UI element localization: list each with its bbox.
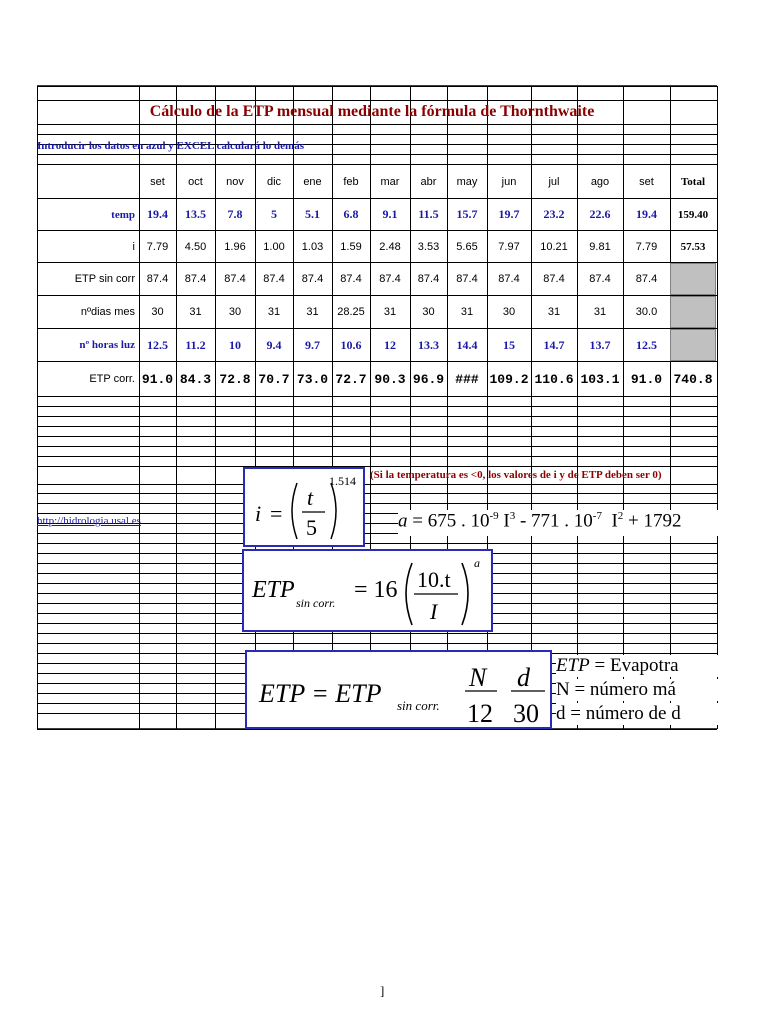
formula-etp-eq: = 16 xyxy=(354,577,398,603)
temp-cell[interactable]: 22.6 xyxy=(589,207,611,221)
etp-corr-cell: 110.6 xyxy=(534,371,574,387)
formula-etp-exp: a xyxy=(474,556,480,570)
i-cell: 2.48 xyxy=(379,240,401,253)
i-cell: 3.53 xyxy=(417,240,440,253)
dias-cell: 31 xyxy=(383,306,397,318)
formula-etp-num: 10.t xyxy=(417,567,451,592)
row-label-dias: nºdias mes xyxy=(80,306,135,318)
etp-sin-corr-cell: 87.4 xyxy=(146,273,169,285)
month-header: may xyxy=(456,175,478,188)
formula-etp-den: I xyxy=(430,599,438,624)
etp-sin-corr-cell: 87.4 xyxy=(263,273,285,285)
dias-cell: 30 xyxy=(228,306,242,318)
etp-corr-cell: 70.7 xyxy=(258,371,290,387)
formula-i-num: t xyxy=(307,485,314,510)
legend-n: N = número má xyxy=(556,679,718,701)
month-header: mar xyxy=(380,175,400,188)
horas-cell[interactable]: 15 xyxy=(503,337,515,352)
month-header: jul xyxy=(548,175,560,188)
horas-cell[interactable]: 14.7 xyxy=(543,337,565,352)
hidrologia-link[interactable]: http://hidrologia.usal.es xyxy=(37,515,141,527)
month-header: dic xyxy=(266,175,282,188)
formula-etp3-den2: 30 xyxy=(513,699,539,728)
etp-corr-cell: 91.0 xyxy=(141,371,174,387)
temp-cell[interactable]: 23.2 xyxy=(543,207,565,221)
etp-sin-corr-cell: 87.4 xyxy=(417,273,440,285)
total-temp: 159.40 xyxy=(677,208,709,221)
total-header: Total xyxy=(680,175,706,188)
etp-sin-corr-cell: 87.4 xyxy=(340,273,362,285)
formula-etp3-den1: 12 xyxy=(467,699,493,728)
i-cell: 1.00 xyxy=(263,240,285,253)
month-header: ene xyxy=(303,175,322,188)
temp-cell[interactable]: 13.5 xyxy=(185,207,206,221)
etp-corr-cell: 91.0 xyxy=(630,371,663,387)
horas-cell[interactable]: 13.7 xyxy=(589,337,611,352)
dias-cell: 31 xyxy=(460,306,474,318)
month-header: nov xyxy=(226,175,244,188)
formula-i-den: 5 xyxy=(306,515,317,540)
etp-corr-cell: 84.3 xyxy=(179,371,212,387)
temp-cell[interactable]: 19.7 xyxy=(498,207,520,221)
formula-etp3-sub: sin corr. xyxy=(397,698,440,713)
i-cell: 5.65 xyxy=(456,240,478,253)
etp-sin-corr-cell: 87.4 xyxy=(498,273,520,285)
etp-sin-corr-cell: 87.4 xyxy=(543,273,565,285)
dias-cell: 31 xyxy=(267,306,281,318)
i-cell: 7.79 xyxy=(146,240,169,253)
etp-corr-cell: 73.0 xyxy=(296,371,329,387)
i-cell: 7.79 xyxy=(635,240,658,253)
formula-etp-box xyxy=(245,650,552,729)
formula-i-lhs: i xyxy=(255,501,262,526)
temp-cell[interactable]: 15.7 xyxy=(456,207,478,221)
etp-corr-cell: 109.2 xyxy=(489,371,529,387)
formula-etp-lhs: ETP xyxy=(252,577,295,603)
instructions-text: Introducir los datos en azul y EXCEL calculará lo demás xyxy=(37,140,304,152)
i-cell: 7.97 xyxy=(498,240,520,253)
horas-cell[interactable]: 13.3 xyxy=(418,337,439,352)
etp-corr-cell: 72.8 xyxy=(219,371,251,387)
dias-cell: 28.25 xyxy=(337,306,365,318)
horas-cell[interactable]: 14.4 xyxy=(456,337,478,352)
etp-sin-corr-cell: 87.4 xyxy=(379,273,401,285)
formula-etp3-num1: N xyxy=(469,663,487,692)
horas-cell[interactable]: 12.5 xyxy=(147,337,168,352)
i-cell: 10.21 xyxy=(540,240,568,253)
horas-cell[interactable]: 9.4 xyxy=(266,337,282,352)
etp-corr-cell: 96.9 xyxy=(412,371,445,387)
i-cell: 9.81 xyxy=(589,240,611,253)
i-cell: 1.96 xyxy=(224,240,246,253)
total-etp-sin-corr-empty xyxy=(670,263,716,295)
etp-sin-corr-cell: 87.4 xyxy=(301,273,324,285)
dias-cell: 30.0 xyxy=(635,306,658,318)
month-header: oct xyxy=(188,175,203,188)
temperature-note: (Si la temperatura es <0, los valores de i y de ETP deben ser 0) xyxy=(370,469,662,481)
total-i: 57.53 xyxy=(680,240,706,253)
formula-a: a = 675 . $10^{-9}$ $I^3 - 771$ . $10^{-7}$ $I^2 + 1792$ xyxy=(398,510,718,536)
month-header: abr xyxy=(420,175,437,188)
horas-cell[interactable]: 12 xyxy=(384,337,396,352)
row-label-etp-corr: ETP corr. xyxy=(89,373,135,385)
dias-cell: 31 xyxy=(306,306,319,318)
i-cell: 4.50 xyxy=(184,240,207,253)
formula-i-exp: 1.514 xyxy=(329,474,356,488)
temp-cell[interactable]: 11.5 xyxy=(418,207,439,221)
page-number: ] xyxy=(380,983,385,998)
etp-corr-cell: ### xyxy=(455,371,479,387)
total-etp-corr: 740.8 xyxy=(673,371,713,387)
temp-cell[interactable]: 5 xyxy=(271,207,277,221)
row-label-i: i xyxy=(132,240,135,253)
month-header: jun xyxy=(501,175,517,188)
formula-etp3-lhs: ETP = ETP xyxy=(259,679,382,708)
formula-etp3-num2: d xyxy=(517,663,530,692)
dias-cell: 31 xyxy=(189,306,202,318)
dias-cell: 31 xyxy=(593,306,607,318)
temp-cell[interactable]: 9.1 xyxy=(382,207,398,221)
i-cell: 1.03 xyxy=(301,240,324,253)
temp-cell[interactable]: 5.1 xyxy=(305,207,320,221)
etp-sin-corr-cell: 87.4 xyxy=(224,273,246,285)
dias-cell: 30 xyxy=(502,306,516,318)
row-label-temp: temp xyxy=(111,208,135,221)
formula-i-box xyxy=(243,467,365,547)
formula-etp-sub: sin corr. xyxy=(296,596,336,610)
etp-corr-cell: 90.3 xyxy=(374,371,406,387)
i-cell: 1.59 xyxy=(340,240,362,253)
horas-cell[interactable]: 10.6 xyxy=(340,337,362,352)
legend-etp: ETP = Evapotra xyxy=(556,655,718,677)
month-header: set xyxy=(150,175,165,188)
dias-cell: 31 xyxy=(547,306,561,318)
etp-sin-corr-cell: 87.4 xyxy=(184,273,207,285)
total-horas-empty xyxy=(670,329,716,361)
etp-corr-cell: 72.7 xyxy=(335,371,367,387)
temp-cell[interactable]: 19.4 xyxy=(147,207,168,221)
sheet-title: Cálculo de la ETP mensual mediante la fórmula de Thornthwaite xyxy=(149,103,595,120)
temp-cell[interactable]: 7.8 xyxy=(227,207,243,221)
etp-sin-corr-cell: 87.4 xyxy=(456,273,478,285)
month-header: set xyxy=(639,175,654,188)
horas-cell[interactable]: 12.5 xyxy=(636,337,657,352)
formula-etp-sin-corr-box xyxy=(242,549,493,632)
etp-corr-cell: 103.1 xyxy=(580,371,620,387)
legend-d: d = número de d xyxy=(556,703,718,725)
month-header: feb xyxy=(343,175,359,188)
horas-cell[interactable]: 11.2 xyxy=(185,337,206,352)
horas-cell[interactable]: 9.7 xyxy=(305,337,320,352)
dias-cell: 30 xyxy=(151,306,164,318)
horas-cell[interactable]: 10 xyxy=(229,337,241,352)
etp-sin-corr-cell: 87.4 xyxy=(589,273,611,285)
temp-cell[interactable]: 6.8 xyxy=(343,207,359,221)
temp-cell[interactable]: 19.4 xyxy=(636,207,657,221)
etp-sin-corr-cell: 87.4 xyxy=(635,273,658,285)
row-label-etp-sin-corr: ETP sin corr xyxy=(74,273,135,285)
total-dias-empty xyxy=(670,296,716,328)
formula-i-eq: = xyxy=(270,501,283,526)
month-header: ago xyxy=(590,175,610,188)
row-label-horas: nº horas luz xyxy=(79,339,135,351)
dias-cell: 30 xyxy=(422,306,435,318)
